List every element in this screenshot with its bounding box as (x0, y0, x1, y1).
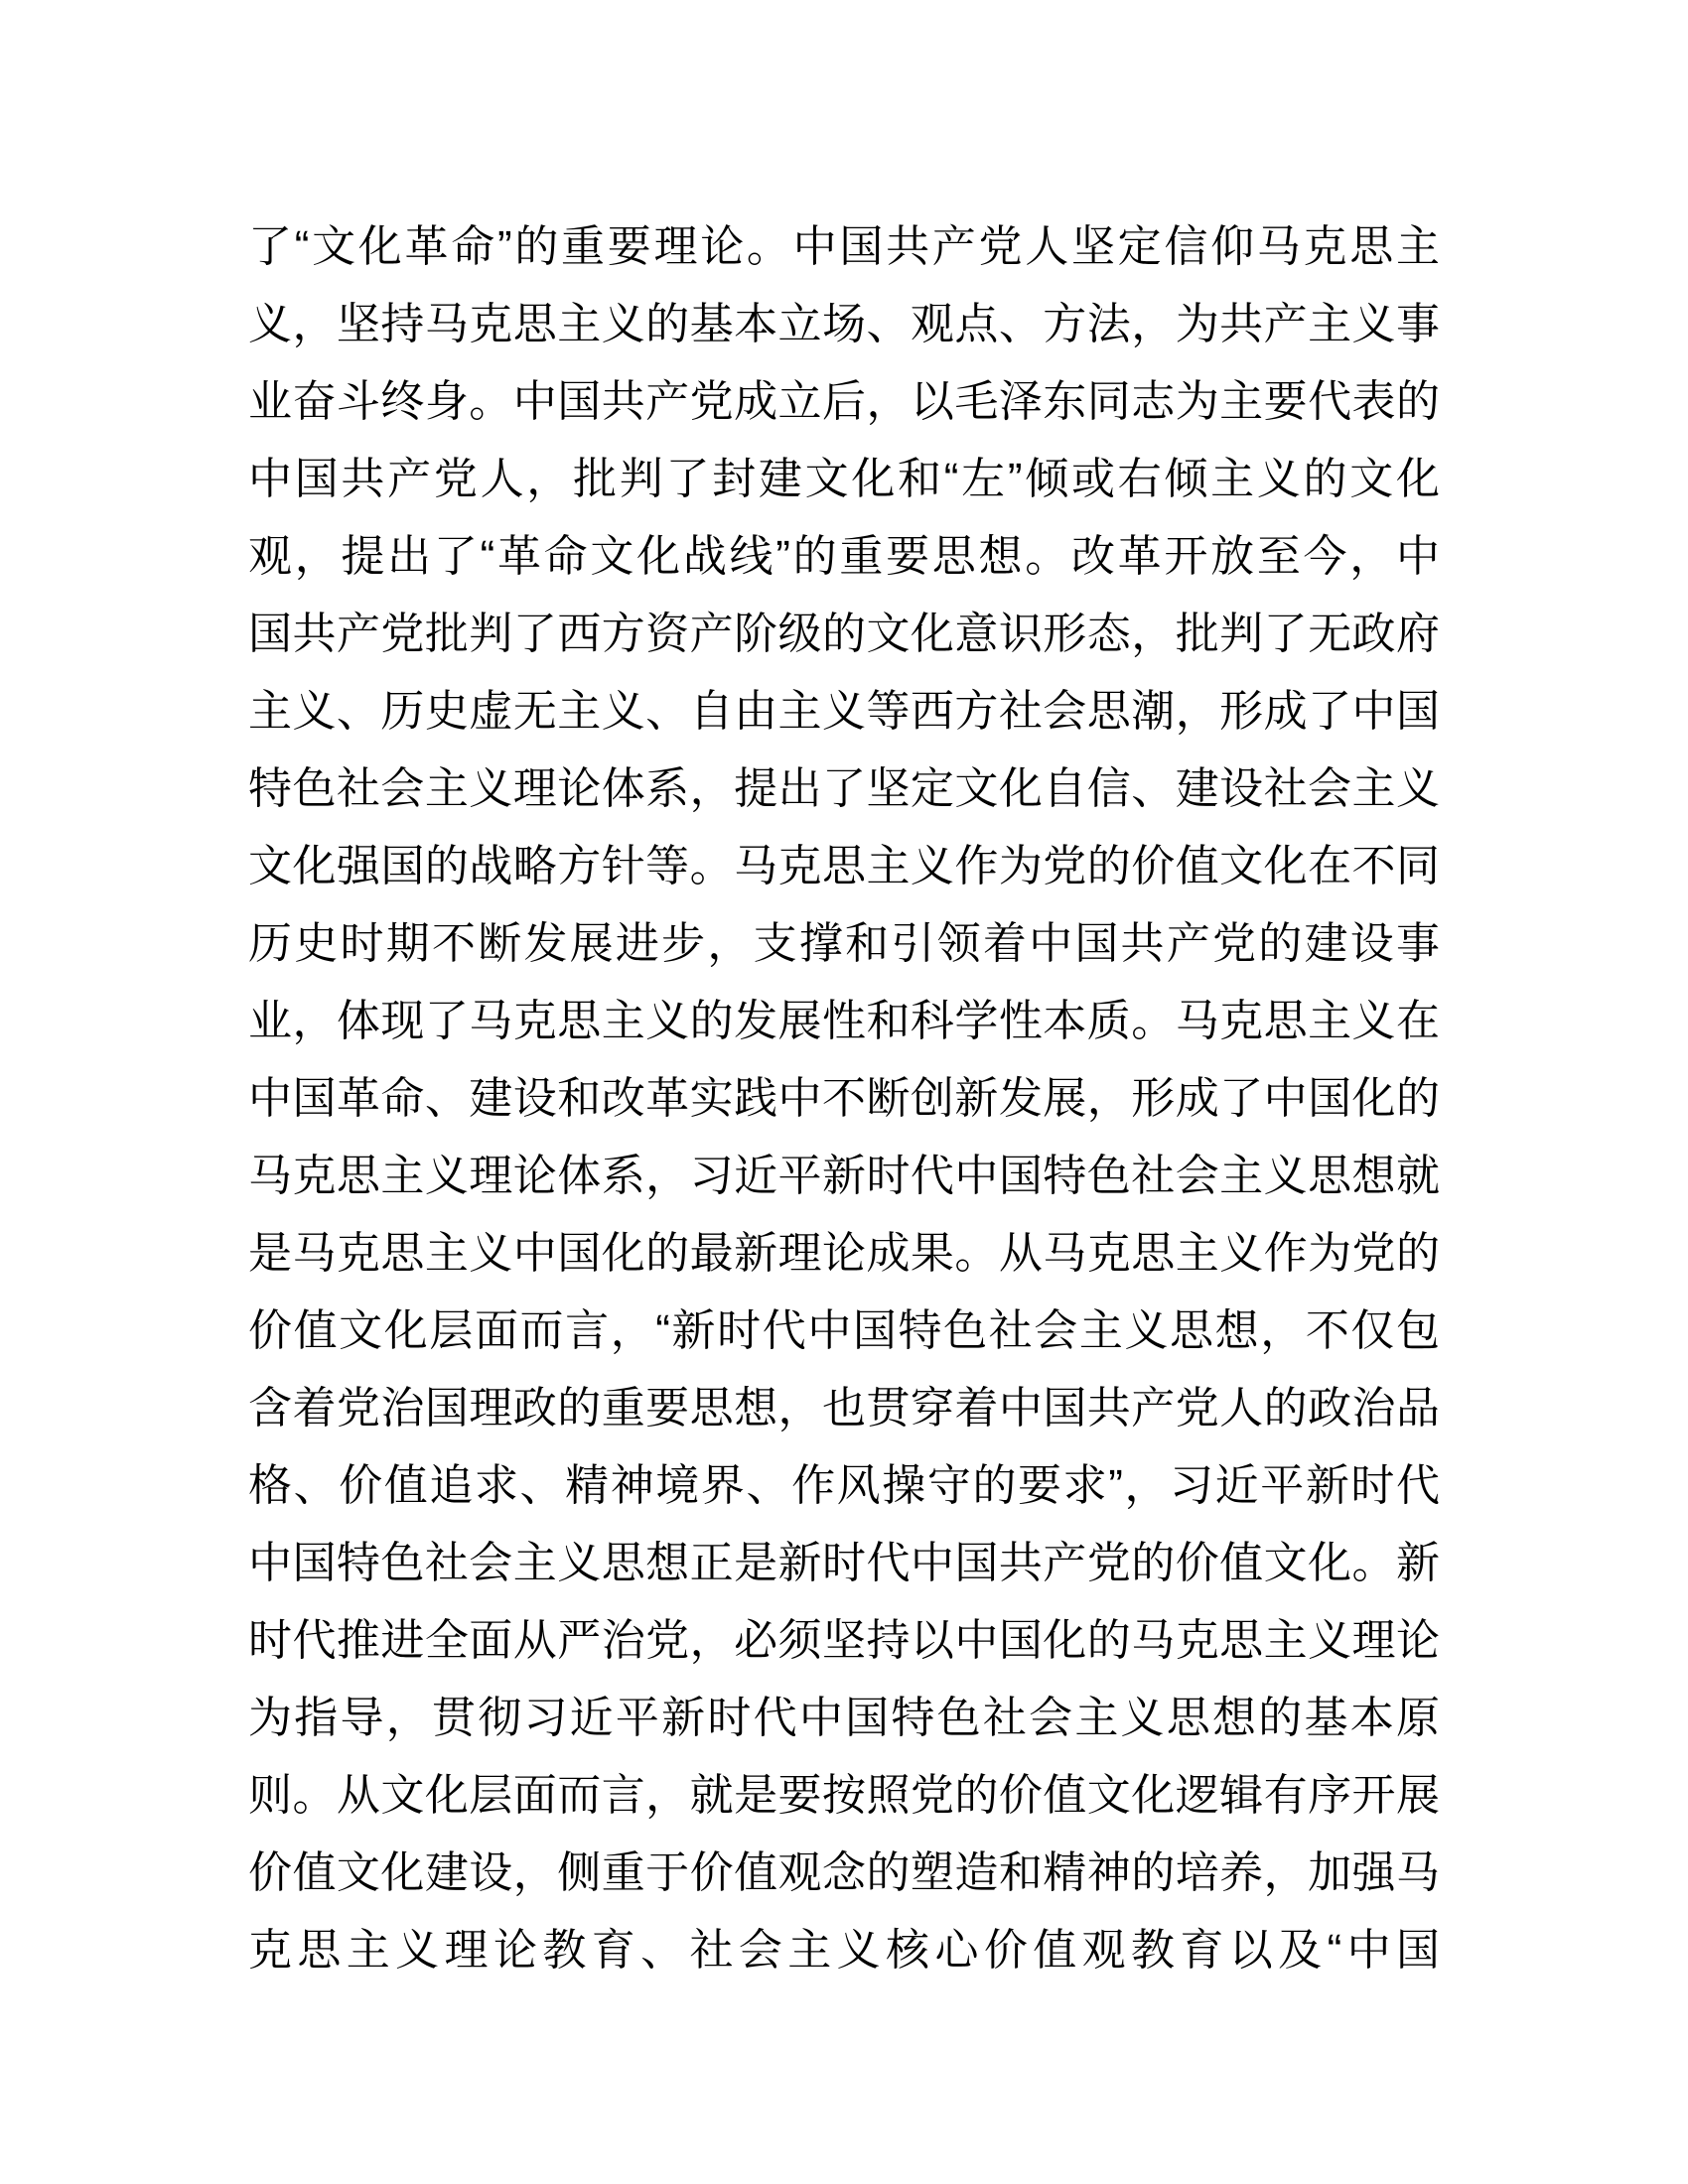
text-line: 业，体现了马克思主义的发展性和科学性本质。马克思主义在 (248, 997, 1440, 1045)
text-line: 格、价值追求、精神境界、作风操守的要求”，习近平新时代 (248, 1461, 1440, 1510)
text-line: 中国革命、建设和改革实践中不断创新发展，形成了中国化的 (248, 1074, 1440, 1123)
text-line: 主义、历史虚无主义、自由主义等西方社会思潮，形成了中国 (248, 687, 1440, 736)
document-text-block (248, 208, 1440, 1989)
text-line: 则。从文化层面而言，就是要按照党的价值文化逻辑有序开展 (248, 1771, 1440, 1820)
text-line: 历史时期不断发展进步，支撑和引领着中国共产党的建设事 (248, 919, 1440, 968)
text-line: 国共产党批判了西方资产阶级的文化意识形态，批判了无政府 (248, 610, 1440, 658)
text-line: 观，提出了“革命文化战线”的重要思想。改革开放至今，中 (248, 532, 1440, 581)
text-line: 中国特色社会主义思想正是新时代中国共产党的价值文化。新 (248, 1539, 1440, 1587)
text-line: 价值文化建设，侧重于价值观念的塑造和精神的培养，加强马 (248, 1848, 1440, 1897)
text-line: 时代推进全面从严治党，必须坚持以中国化的马克思主义理论 (248, 1616, 1440, 1665)
text-line: 了“文化革命”的重要理论。中国共产党人坚定信仰马克思主 (248, 222, 1440, 271)
text-line: 是马克思主义中国化的最新理论成果。从马克思主义作为党的 (248, 1229, 1440, 1278)
text-line: 义，坚持马克思主义的基本立场、观点、方法，为共产主义事 (248, 300, 1440, 348)
text-line: 业奋斗终身。中国共产党成立后，以毛泽东同志为主要代表的 (248, 377, 1440, 426)
text-line: 特色社会主义理论体系，提出了坚定文化自信、建设社会主义 (248, 764, 1440, 813)
text-line: 价值文化层面而言，“新时代中国特色社会主义思想，不仅包 (248, 1306, 1440, 1355)
text-line: 为指导，贯彻习近平新时代中国特色社会主义思想的基本原 (248, 1694, 1440, 1742)
text-line: 含着党治国理政的重要思想，也贯穿着中国共产党人的政治品 (248, 1384, 1440, 1433)
text-line: 中国共产党人，批判了封建文化和“左”倾或右倾主义的文化 (248, 455, 1440, 503)
text-line: 文化强国的战略方针等。马克思主义作为党的价值文化在不同 (248, 842, 1440, 890)
text-line: 克思主义理论教育、社会主义核心价值观教育以及“中国 (248, 1926, 1440, 1975)
text-line: 马克思主义理论体系，习近平新时代中国特色社会主义思想就 (248, 1152, 1440, 1200)
